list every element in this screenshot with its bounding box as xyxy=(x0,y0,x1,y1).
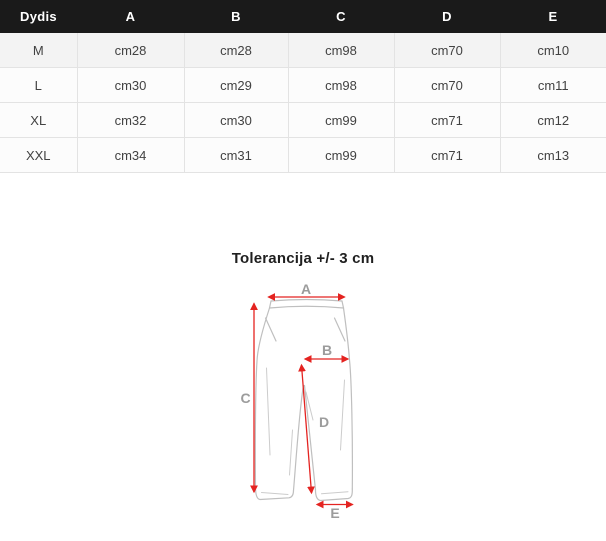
table-row-xl xyxy=(0,103,606,138)
diagram-label-e: E xyxy=(330,505,340,521)
column-header-d: D xyxy=(394,0,500,33)
table-row-xxl xyxy=(0,138,606,173)
column-header-e: E xyxy=(500,0,606,33)
measurement-cell: cm71 xyxy=(394,138,500,173)
measurement-cell: cm10 xyxy=(500,33,606,68)
size-cell: XXL xyxy=(0,138,77,173)
size-cell: L xyxy=(0,68,77,103)
measurement-cell: cm28 xyxy=(77,33,184,68)
measurement-cell: cm99 xyxy=(288,103,394,138)
measurement-cell: cm99 xyxy=(288,138,394,173)
diagram-label-b: B xyxy=(321,342,333,358)
measurement-cell: cm32 xyxy=(77,103,184,138)
measurement-cell: cm70 xyxy=(394,33,500,68)
diagram-label-d: D xyxy=(318,414,330,430)
measurement-cell: cm31 xyxy=(184,138,288,173)
diagram-label-c: C xyxy=(240,390,251,406)
size-cell: XL xyxy=(0,103,77,138)
measurement-cell: cm12 xyxy=(500,103,606,138)
measurement-cell: cm13 xyxy=(500,138,606,173)
measurement-cell: cm30 xyxy=(77,68,184,103)
measurement-cell: cm98 xyxy=(288,68,394,103)
column-header-dydis: Dydis xyxy=(0,0,77,33)
measurement-cell: cm28 xyxy=(184,33,288,68)
column-header-c: C xyxy=(288,0,394,33)
measurement-cell: cm11 xyxy=(500,68,606,103)
table-header-row xyxy=(0,0,606,33)
column-header-b: B xyxy=(184,0,288,33)
column-header-a: A xyxy=(77,0,184,33)
measurement-cell: cm30 xyxy=(184,103,288,138)
measurement-cell: cm34 xyxy=(77,138,184,173)
size-cell: M xyxy=(0,33,77,68)
pants-measurement-diagram xyxy=(228,279,384,529)
measurement-cell: cm70 xyxy=(394,68,500,103)
measurement-cell: cm98 xyxy=(288,33,394,68)
table-row-m xyxy=(0,33,606,68)
tolerance-note: Tolerancija +/- 3 cm xyxy=(231,250,375,267)
measurement-cell: cm71 xyxy=(394,103,500,138)
measurement-cell: cm29 xyxy=(184,68,288,103)
size-table xyxy=(0,0,606,173)
measurement-arrow-d xyxy=(302,365,312,493)
diagram-label-a: A xyxy=(300,281,312,297)
table-row-l xyxy=(0,68,606,103)
